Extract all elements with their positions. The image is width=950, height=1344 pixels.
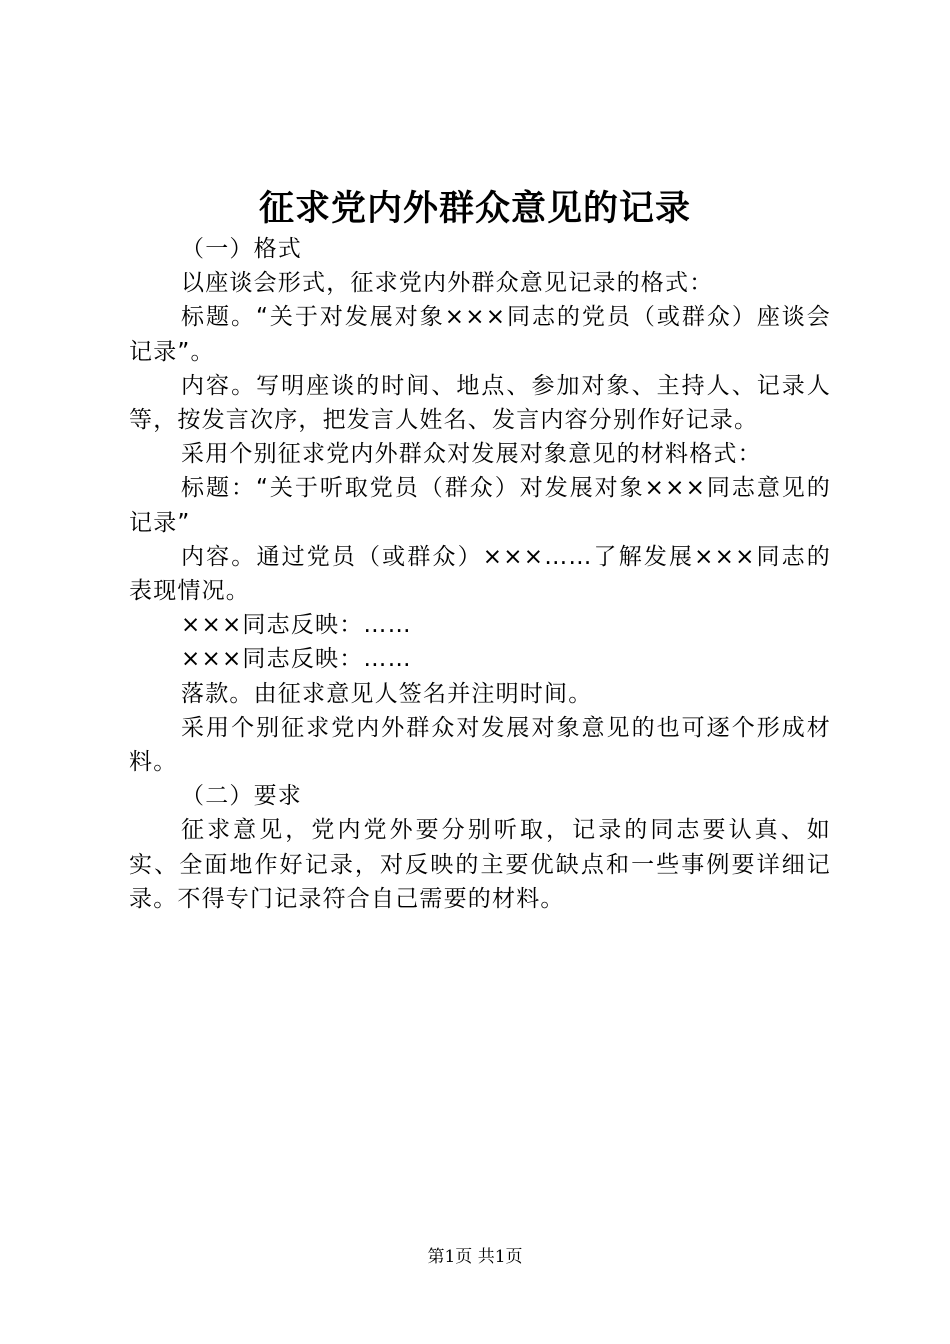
paragraph-individual-title: 标题：“关于听取党员（群众）对发展对象×××同志意见的记录”	[129, 475, 831, 536]
paragraph-individual-format-intro: 采用个别征求党内外群众对发展对象意见的材料格式：	[181, 441, 762, 468]
section-heading-requirements: （二）要求	[181, 783, 302, 810]
paragraph-signature: 落款。由征求意见人签名并注明时间。	[181, 680, 593, 707]
paragraph-forum-title: 标题。“关于对发展对象×××同志的党员（或群众）座谈会记录”。	[129, 304, 831, 365]
paragraph-forum-format-intro: 以座谈会形式，征求党内外群众意见记录的格式：	[181, 270, 714, 297]
paragraph-feedback-2: ×××同志反映：……	[181, 646, 412, 673]
section-heading-format: （一）格式	[181, 236, 302, 262]
paragraph-individual-content: 内容。通过党员（或群众）×××……了解发展×××同志的表现情况。	[129, 543, 831, 605]
paragraph-individual-note: 采用个别征求党内外群众对发展对象意见的也可逐个形成材料。	[129, 714, 831, 776]
document-body	[129, 232, 831, 916]
paragraph-feedback-1: ×××同志反映：……	[181, 612, 412, 639]
page-footer: 第1页 共1页	[427, 1247, 523, 1267]
document-title: 征求党内外群众意见的记录	[258, 188, 691, 229]
paragraph-forum-content: 内容。写明座谈的时间、地点、参加对象、主持人、记录人等，按发言次序，把发言人姓名、发言内容分别作好记录。	[129, 372, 831, 434]
paragraph-requirements: 征求意见，党内党外要分别听取，记录的同志要认真、如实、全面地作好记录，对反映的主要优缺点和一些事例要详细记录。不得专门记录符合自己需要的材料。	[129, 817, 831, 912]
